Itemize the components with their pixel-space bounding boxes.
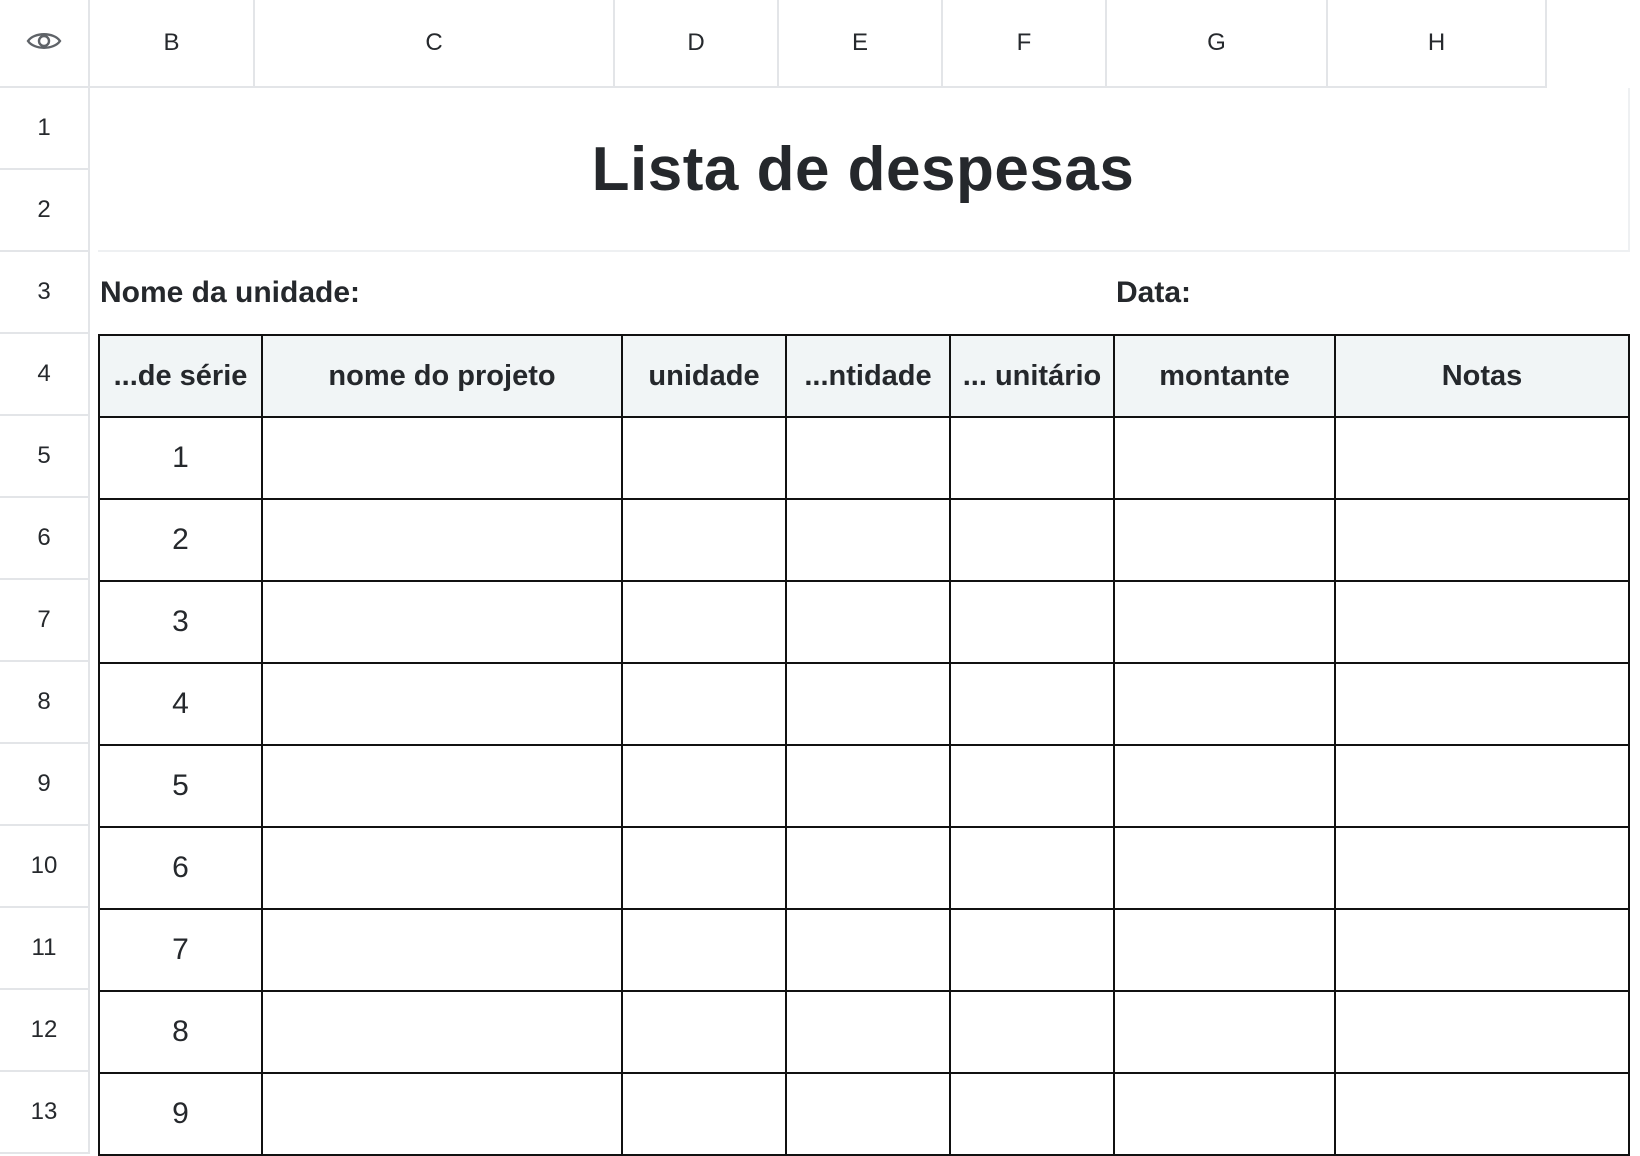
- table-header-cell[interactable]: nome do projeto: [261, 336, 621, 416]
- table-cell[interactable]: [949, 910, 1113, 990]
- table-cell[interactable]: [261, 582, 621, 662]
- table-cell[interactable]: [949, 828, 1113, 908]
- table-cell[interactable]: [261, 746, 621, 826]
- table-cell[interactable]: [785, 500, 949, 580]
- table-header-cell[interactable]: montante: [1113, 336, 1334, 416]
- table-cell[interactable]: [1113, 500, 1334, 580]
- serial-number-cell[interactable]: 9: [98, 1074, 261, 1154]
- table-cell[interactable]: [621, 500, 785, 580]
- serial-number-cell[interactable]: 8: [98, 992, 261, 1072]
- date-label[interactable]: Data:: [1116, 276, 1192, 309]
- table-row: [98, 664, 1630, 746]
- serial-number-cell[interactable]: 2: [98, 500, 261, 580]
- table-cell[interactable]: [949, 500, 1113, 580]
- table-cell[interactable]: [621, 746, 785, 826]
- visibility-toggle[interactable]: [0, 0, 90, 88]
- row-header-5[interactable]: 5: [0, 416, 90, 498]
- table-cell[interactable]: [785, 418, 949, 498]
- serial-number-cell[interactable]: 1: [98, 418, 261, 498]
- table-header-cell[interactable]: ...de série: [98, 336, 261, 416]
- table-row: [98, 992, 1630, 1074]
- table-cell[interactable]: [261, 910, 621, 990]
- table-cell[interactable]: [621, 418, 785, 498]
- column-header-bar: [90, 0, 1640, 88]
- eye-icon: [26, 29, 62, 58]
- table-cell[interactable]: [261, 828, 621, 908]
- serial-number-cell[interactable]: 5: [98, 746, 261, 826]
- table-cell[interactable]: [1334, 500, 1630, 580]
- table-cell[interactable]: [949, 418, 1113, 498]
- table-cell[interactable]: [949, 1074, 1113, 1154]
- table-cell[interactable]: [261, 1074, 621, 1154]
- column-header-h[interactable]: H: [1328, 0, 1547, 88]
- table-cell[interactable]: [785, 1074, 949, 1154]
- table-cell[interactable]: [621, 664, 785, 744]
- table-header-row: [98, 336, 1630, 418]
- table-cell[interactable]: [1113, 1074, 1334, 1154]
- table-header-cell[interactable]: Notas: [1334, 336, 1630, 416]
- table-row: [98, 418, 1630, 500]
- table-cell[interactable]: [785, 664, 949, 744]
- table-cell[interactable]: [1334, 582, 1630, 662]
- table-cell[interactable]: [621, 828, 785, 908]
- table-cell[interactable]: [1334, 746, 1630, 826]
- row-header-12[interactable]: 12: [0, 990, 90, 1072]
- table-cell[interactable]: [785, 992, 949, 1072]
- table-cell[interactable]: [785, 910, 949, 990]
- table-header-cell[interactable]: ...ntidade: [785, 336, 949, 416]
- table-cell[interactable]: [621, 910, 785, 990]
- table-cell[interactable]: [621, 992, 785, 1072]
- table-cell[interactable]: [1334, 910, 1630, 990]
- column-header-d[interactable]: D: [615, 0, 779, 88]
- column-header-f[interactable]: F: [943, 0, 1107, 88]
- row-header-8[interactable]: 8: [0, 662, 90, 744]
- unit-name-label[interactable]: Nome da unidade:: [100, 276, 361, 309]
- table-cell[interactable]: [261, 992, 621, 1072]
- table-cell[interactable]: [1113, 418, 1334, 498]
- table-row: [98, 1074, 1630, 1156]
- serial-number-cell[interactable]: 7: [98, 910, 261, 990]
- table-cell[interactable]: [1334, 828, 1630, 908]
- row-header-2[interactable]: 2: [0, 170, 90, 252]
- row-header-7[interactable]: 7: [0, 580, 90, 662]
- row-header-10[interactable]: 10: [0, 826, 90, 908]
- column-header-c[interactable]: C: [255, 0, 615, 88]
- table-cell[interactable]: [785, 828, 949, 908]
- row-header-3[interactable]: 3: [0, 252, 90, 334]
- table-cell[interactable]: [621, 582, 785, 662]
- table-cell[interactable]: [949, 746, 1113, 826]
- table-cell[interactable]: [949, 582, 1113, 662]
- table-cell[interactable]: [1113, 992, 1334, 1072]
- table-cell[interactable]: [785, 582, 949, 662]
- column-header-b[interactable]: B: [90, 0, 255, 88]
- expense-table: [98, 334, 1630, 1156]
- serial-number-cell[interactable]: 6: [98, 828, 261, 908]
- row-header-13[interactable]: 13: [0, 1072, 90, 1154]
- table-header-cell[interactable]: ... unitário: [949, 336, 1113, 416]
- column-header-g[interactable]: G: [1107, 0, 1328, 88]
- table-cell[interactable]: [1113, 910, 1334, 990]
- row-header-4[interactable]: 4: [0, 334, 90, 416]
- table-cell[interactable]: [1334, 1074, 1630, 1154]
- table-cell[interactable]: [785, 746, 949, 826]
- table-cell[interactable]: [949, 664, 1113, 744]
- table-cell[interactable]: [261, 418, 621, 498]
- table-cell[interactable]: [1113, 828, 1334, 908]
- table-row: [98, 500, 1630, 582]
- table-header-cell[interactable]: unidade: [621, 336, 785, 416]
- table-cell[interactable]: [949, 992, 1113, 1072]
- table-cell[interactable]: [1113, 746, 1334, 826]
- table-cell[interactable]: [1334, 664, 1630, 744]
- serial-number-cell[interactable]: 4: [98, 664, 261, 744]
- table-cell[interactable]: [261, 500, 621, 580]
- table-cell[interactable]: [1113, 664, 1334, 744]
- table-cell[interactable]: [261, 664, 621, 744]
- row-header-9[interactable]: 9: [0, 744, 90, 826]
- cell-grid: [90, 88, 1640, 1130]
- table-row: [98, 910, 1630, 992]
- table-row: [98, 746, 1630, 828]
- table-row: [98, 582, 1630, 664]
- table-row: [98, 828, 1630, 910]
- column-header-e[interactable]: E: [779, 0, 943, 88]
- row-header-6[interactable]: 6: [0, 498, 90, 580]
- row-header-11[interactable]: 11: [0, 908, 90, 990]
- table-cell[interactable]: [621, 1074, 785, 1154]
- table-cell[interactable]: [1334, 418, 1630, 498]
- sheet-title[interactable]: Lista de despesas: [98, 88, 1630, 252]
- table-cell[interactable]: [1334, 992, 1630, 1072]
- serial-number-cell[interactable]: 3: [98, 582, 261, 662]
- row-header-1[interactable]: 1: [0, 88, 90, 170]
- table-cell[interactable]: [1113, 582, 1334, 662]
